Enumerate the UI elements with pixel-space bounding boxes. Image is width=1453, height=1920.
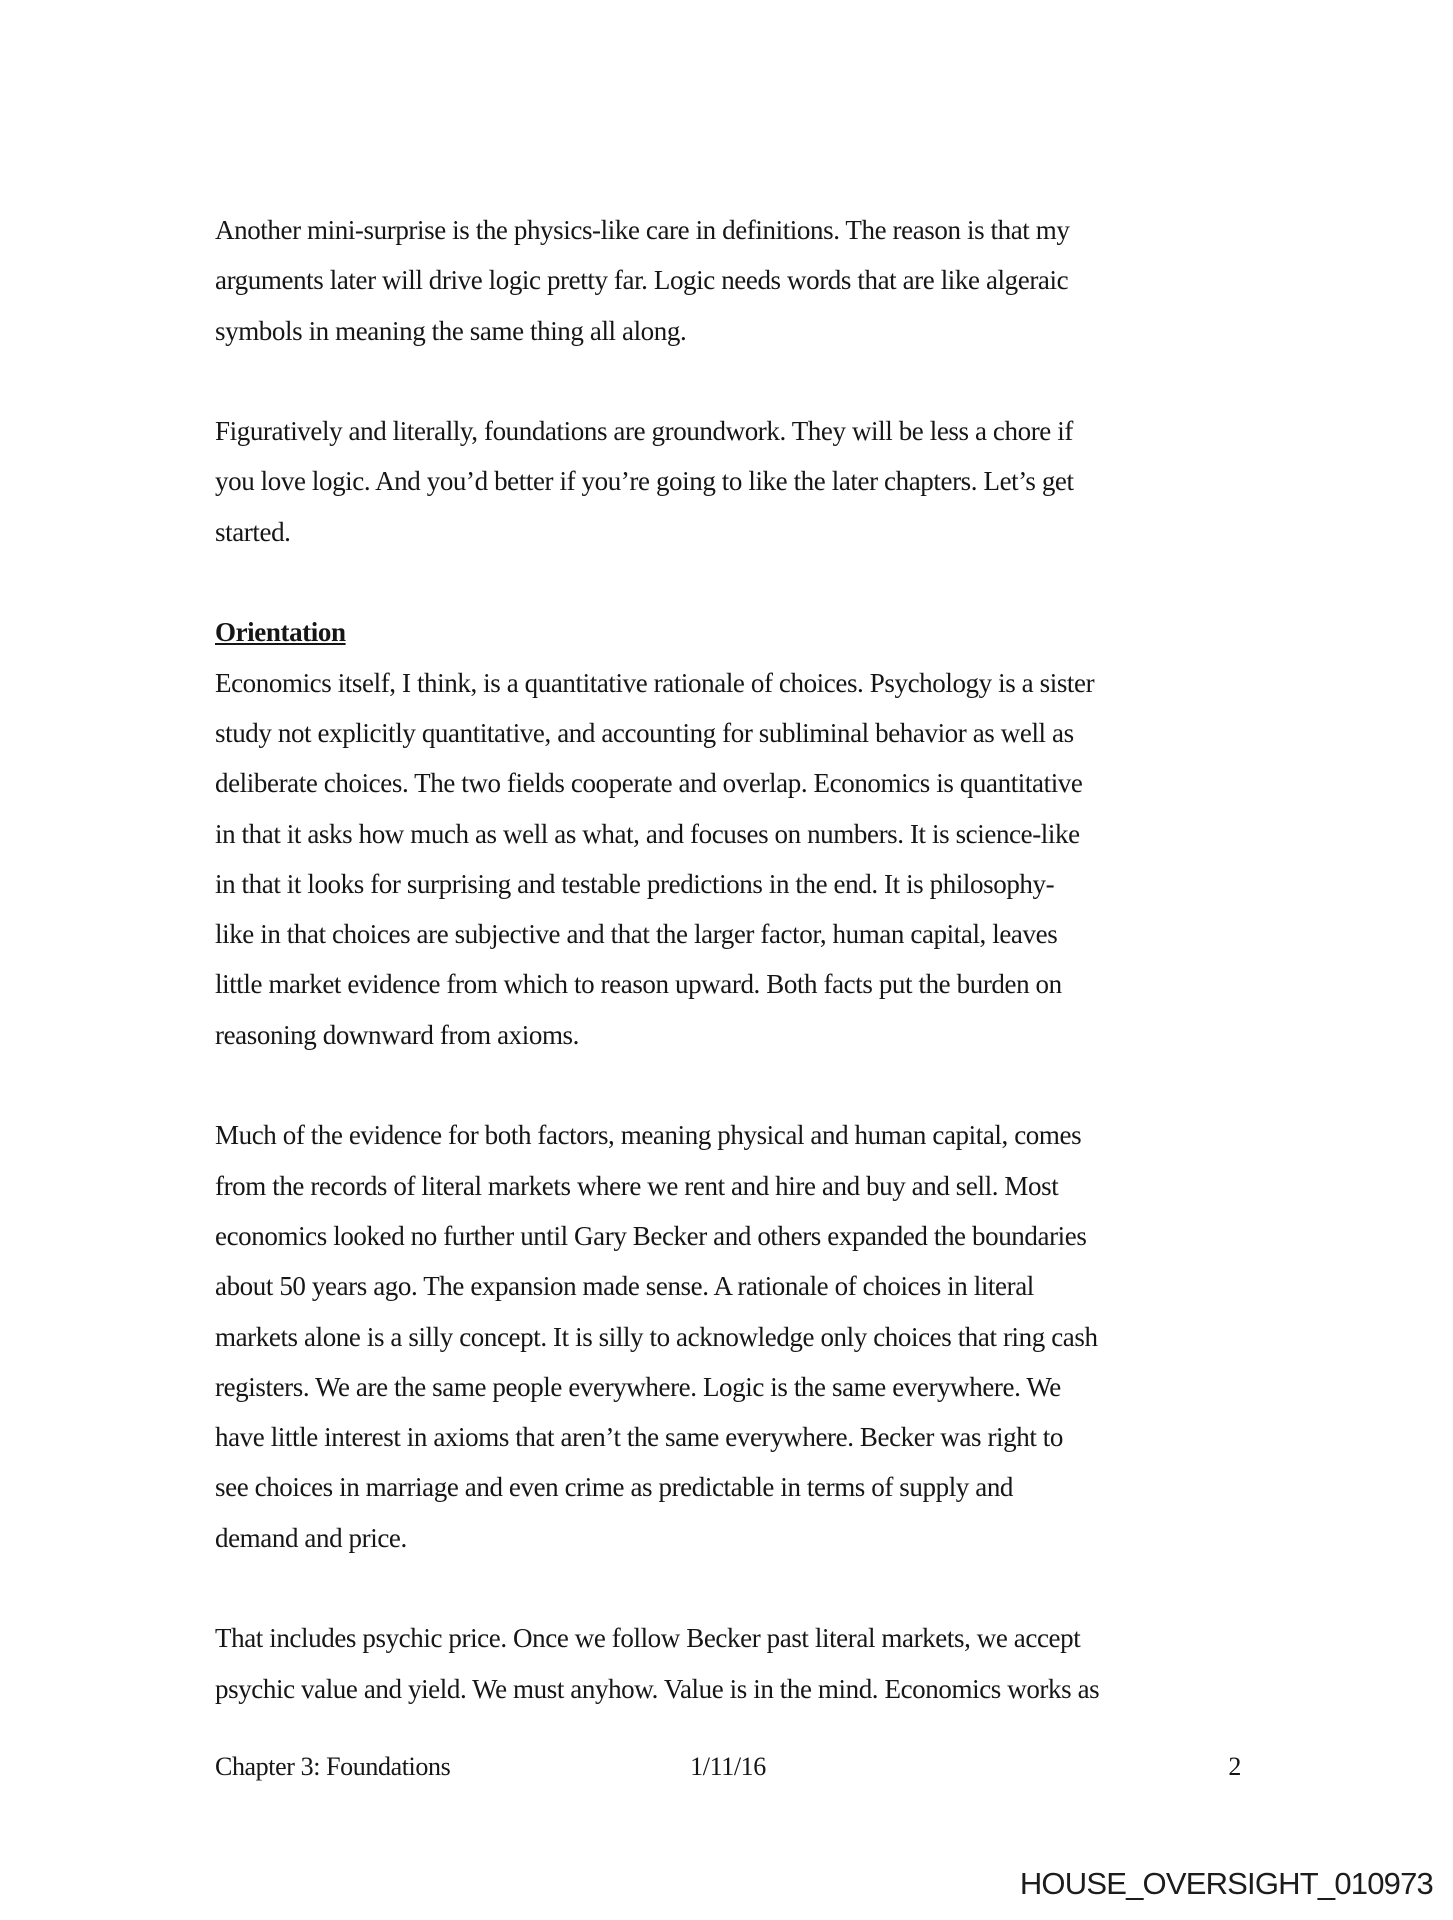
paragraph [215, 205, 1255, 356]
document-body [215, 205, 1255, 1764]
text-line: Another mini-surprise is the physics-like care in definitions. The reason is that my [215, 215, 1070, 245]
text-line: see choices in marriage and even crime as predictable in terms of supply and [215, 1472, 1014, 1503]
text-line: in that it looks for surprising and testable predictions in the end. It is philosophy- [215, 868, 1055, 899]
text-line: have little interest in axioms that aren’t the same everywhere. Becker was right to [215, 1422, 1063, 1453]
text-line: in that it asks how much as well as what, and focuses on numbers. It is science-like [215, 818, 1080, 849]
text-line: Economics itself, I think, is a quantitative rationale of choices. Psychology is a sister [215, 667, 1095, 698]
text-line: from the records of literal markets where we rent and hire and buy and sell. Most [215, 1170, 1059, 1201]
text-line: deliberate choices. The two fields cooperate and overlap. Economics is quantitative [215, 768, 1083, 799]
paragraph [215, 1110, 1255, 1563]
text-line: Much of the evidence for both factors, meaning physical and human capital, comes [215, 1120, 1082, 1151]
text-line: registers. We are the same people everywhere. Logic is the same everywhere. We [215, 1371, 1061, 1402]
text-line: symbols in meaning the same thing all along. [215, 315, 687, 346]
text-line: Orientation [215, 617, 346, 648]
text-line: little market evidence from which to reason upward. Both facts put the burden on [215, 969, 1062, 1000]
paragraph [215, 658, 1255, 1060]
text-line: reasoning downward from axioms. [215, 1019, 580, 1050]
text-line: economics looked no further until Gary Becker and others expanded the boundaries [215, 1220, 1087, 1251]
text-line: demand and price. [215, 1522, 407, 1553]
bates-stamp: HOUSE_OVERSIGHT_010973 [1019, 1866, 1433, 1901]
paragraph [215, 1613, 1255, 1714]
paragraph [215, 406, 1255, 557]
text-line: like in that choices are subjective and that the larger factor, human capital, leaves [215, 919, 1058, 950]
text-line: you love logic. And you’d better if you’re going to like the later chapters. Let’s get [215, 466, 1074, 497]
text-line: arguments later will drive logic pretty far. Logic needs words that are like algeraic [215, 265, 1069, 296]
text-line: markets alone is a silly concept. It is silly to acknowledge only choices that ring cash [215, 1321, 1098, 1352]
text-line: That includes psychic price. Once we follow Becker past literal markets, we accept [215, 1623, 1081, 1654]
footer-date: 1/11/16 [690, 1752, 766, 1781]
text-line: about 50 years ago. The expansion made sense. A rationale of choices in literal [215, 1271, 1034, 1302]
section-heading [215, 607, 1255, 657]
text-line: started. [215, 516, 291, 547]
text-line: study not explicitly quantitative, and accounting for subliminal behavior as well as [215, 717, 1074, 748]
footer-chapter-label: Chapter 3: Foundations [215, 1752, 451, 1781]
page-footer [215, 1752, 1241, 1802]
text-line: psychic value and yield. We must anyhow. Value is in the mind. Economics works as [215, 1673, 1100, 1704]
text-line: Figuratively and literally, foundations are groundwork. They will be less a chore if [215, 416, 1073, 447]
footer-page-number: 2 [1228, 1752, 1241, 1781]
